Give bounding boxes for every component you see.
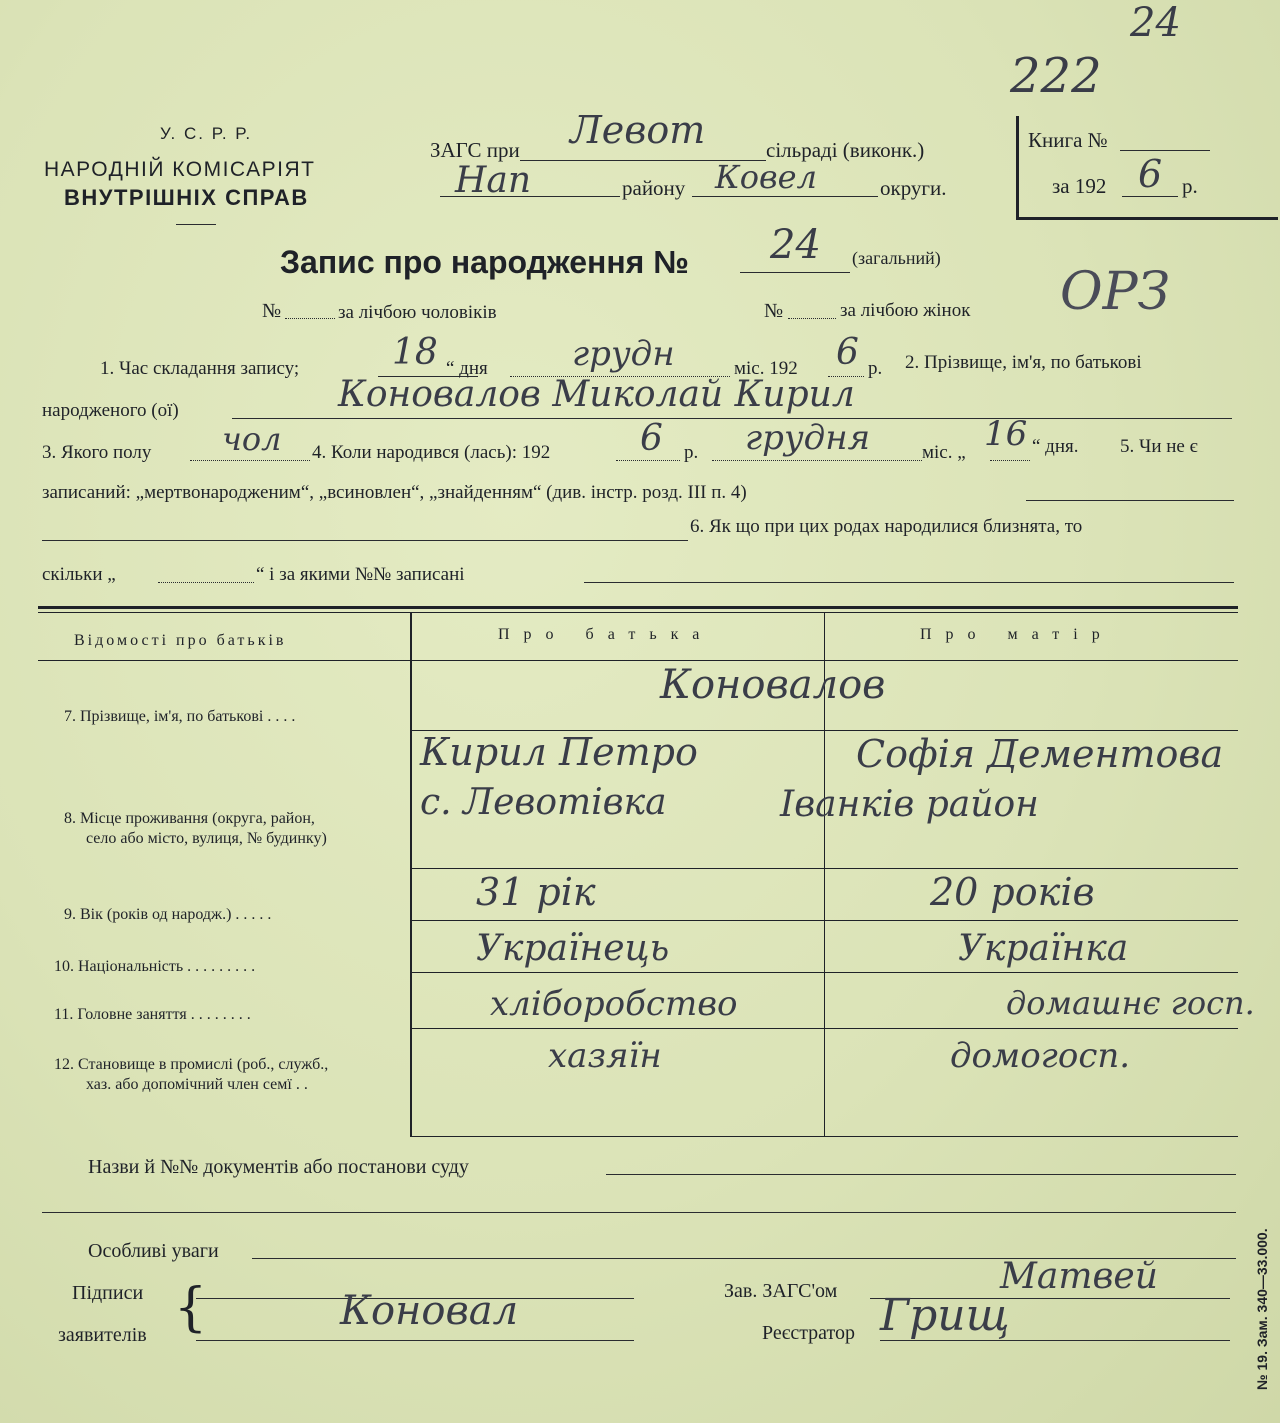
documents-line-2 [42,1212,1236,1213]
title-number-line [740,272,850,273]
page-title: Запис про народження № [280,244,689,280]
handwritten-stamp: ОРЗ [1060,262,1171,322]
table-header-mother: Про матір [920,626,1114,643]
row-12-mother: домогосп. [950,1036,1131,1076]
table-bottom-rule [410,1136,1238,1137]
table-header-info: Відомості про батьків [74,632,287,649]
row-8-label-b: село або місто, вулиця, № будинку) [86,830,327,847]
row-12-label-a: 12. Становище в промислі (роб., служб., [54,1056,329,1073]
row-9-mother: 20 років [930,870,1095,914]
applicant-signature: Коновал [340,1288,519,1334]
book-year-digit: 6 [1138,152,1163,196]
field-4-year: 6 [640,418,663,459]
row-7-label: 7. Прізвище, ім'я, по батькові . . . . [64,708,296,725]
field-4-month-line [712,460,922,461]
field-3-value: чол [222,420,282,458]
row-8-mother: Іванків район [780,784,1039,825]
ministry-line-2: ВНУТРІШНІХ СПРАВ [64,185,309,210]
field-1-day: 18 [392,332,438,373]
table-top-rule-thin [38,612,1238,613]
field-4-day-line [990,460,1030,461]
raion-label: району [622,176,686,200]
field-4-year-line [616,460,680,461]
field-1-month-suffix: міс. 192 [734,358,798,379]
zags-value: Левот [570,108,706,152]
row-12-father: хазяїн [548,1036,662,1076]
female-count-no: № [764,300,784,322]
row-8-rule [410,868,1238,869]
field-2-value: Коновалов Миколай Кирил [338,374,855,415]
book-year-prefix: за 192 [1052,174,1107,198]
zags-label: ЗАГС при [430,138,520,162]
book-label: Книга № [1028,128,1108,152]
registrar-signature: Грищ [880,1290,1010,1341]
field-5-line [1026,500,1234,501]
table-header-father: Про батька [498,626,714,643]
header-underline [176,224,216,225]
row-10-mother: Українка [958,928,1129,969]
field-1-year-suffix: р. [868,358,883,379]
row-7-father: Кирил Петро [420,730,698,774]
female-count-label: за лічбою жінок [840,300,971,321]
field-3-line [190,460,310,461]
okruga-label: округи. [880,176,947,200]
state-abbreviation: У. С. Р. Р. [160,124,253,143]
field-1-label: 1. Час складання запису; [100,358,300,379]
field-6-count-line [158,582,254,583]
field-4-label: 4. Коли народився (лась): 192 [312,442,551,463]
table-col-divider-1 [410,612,412,1136]
field-4-year-suffix: р. [684,442,699,463]
print-order-note: № 19. Зам. 340—33.000. [1254,1228,1270,1390]
field-6-label: 6. Як що при цих родах народилися близнята, то [690,516,1083,537]
row-11-mother: домашнє госп. [1006,984,1255,1022]
record-number: 24 [770,222,821,268]
field-4-month: грудня [745,418,871,458]
title-suffix: (загальний) [852,248,941,268]
village-council-label: сільраді (виконк.) [766,138,925,162]
raion-value: Нап [455,160,532,201]
row-9-father: 31 рік [476,870,596,914]
signatures-label-b: заявителів [58,1324,147,1346]
table-top-rule [38,606,1238,609]
row-12-label-b: хаз. або допомічний член семї . . [86,1076,308,1093]
field-6-label-c: “ і за якими №№ записані [256,564,465,585]
book-number-line [1120,150,1210,151]
head-signature: Матвей [1000,1256,1158,1297]
ministry-line-1: НАРОДНІЙ КОМІСАРІЯТ [44,158,316,181]
row-10-rule [410,972,1238,973]
book-box-bottom [1016,217,1278,220]
field-6-line-b [584,582,1234,583]
male-count-line [285,318,335,319]
documents-line [606,1174,1236,1175]
field-2-label-b: народженого (ої) [42,400,179,421]
row-9-rule [410,920,1238,921]
okruga-line [692,196,878,197]
field-4-day: 16 [984,414,1028,454]
row-11-label: 11. Головне заняття . . . . . . . . [54,1006,251,1023]
field-4-month-suffix: міс. „ [922,442,966,463]
signature-line-2 [196,1340,634,1341]
female-count-line [788,318,836,319]
field-1-day-suffix: “ дня [446,358,488,379]
head-label: Зав. ЗАГС'ом [724,1280,838,1302]
field-3-label: 3. Якого полу [42,442,152,463]
field-4-day-suffix: “ дня. [1032,436,1079,457]
row-10-label: 10. Національність . . . . . . . . . [54,958,256,975]
row-7-surname: Коновалов [660,662,886,708]
row-11-father: хліборобство [490,984,738,1024]
field-1-month: грудн [572,334,675,374]
male-count-no: № [262,300,282,322]
registrar-label: Реєстратор [762,1322,856,1344]
row-9-label: 9. Вік (років од народж.) . . . . . [64,906,272,923]
table-header-rule [38,660,1238,661]
notes-label: Особливі уваги [88,1240,219,1262]
book-year-line [1122,196,1178,197]
field-6-line-a [42,540,688,541]
male-count-label: за лічбою чоловіків [338,302,497,323]
field-5-label-b: записаний: „мертвонародженим“, „всиновлен“, „знайденням“ (див. інстр. розд. III п. 4) [42,482,747,503]
field-2-label: 2. Прізвище, ім'я, по батькові [905,352,1142,373]
row-8-father: с. Левотівка [420,782,667,823]
row-8-label-a: 8. Місце проживання (округа, район, [64,810,315,827]
field-1-year: 6 [836,332,859,373]
field-2-line [232,418,1232,419]
field-5-label: 5. Чи не є [1120,436,1198,457]
documents-label: Назви й №№ документів або постанови суду [88,1156,469,1178]
signatures-label-a: Підписи [72,1282,144,1304]
book-year-suffix: р. [1182,174,1198,198]
book-box-left [1016,116,1019,220]
row-7-mother: Софія Дементова [856,732,1224,776]
row-11-rule [410,1028,1238,1029]
okruga-value: Ковел [715,158,817,196]
row-10-father: Українець [476,928,670,969]
signatures-brace-icon: { [174,1278,208,1338]
archive-mark: 24 [1130,0,1181,46]
field-6-label-b: скільки „ [42,564,116,585]
archive-number: 222 [1010,48,1102,104]
